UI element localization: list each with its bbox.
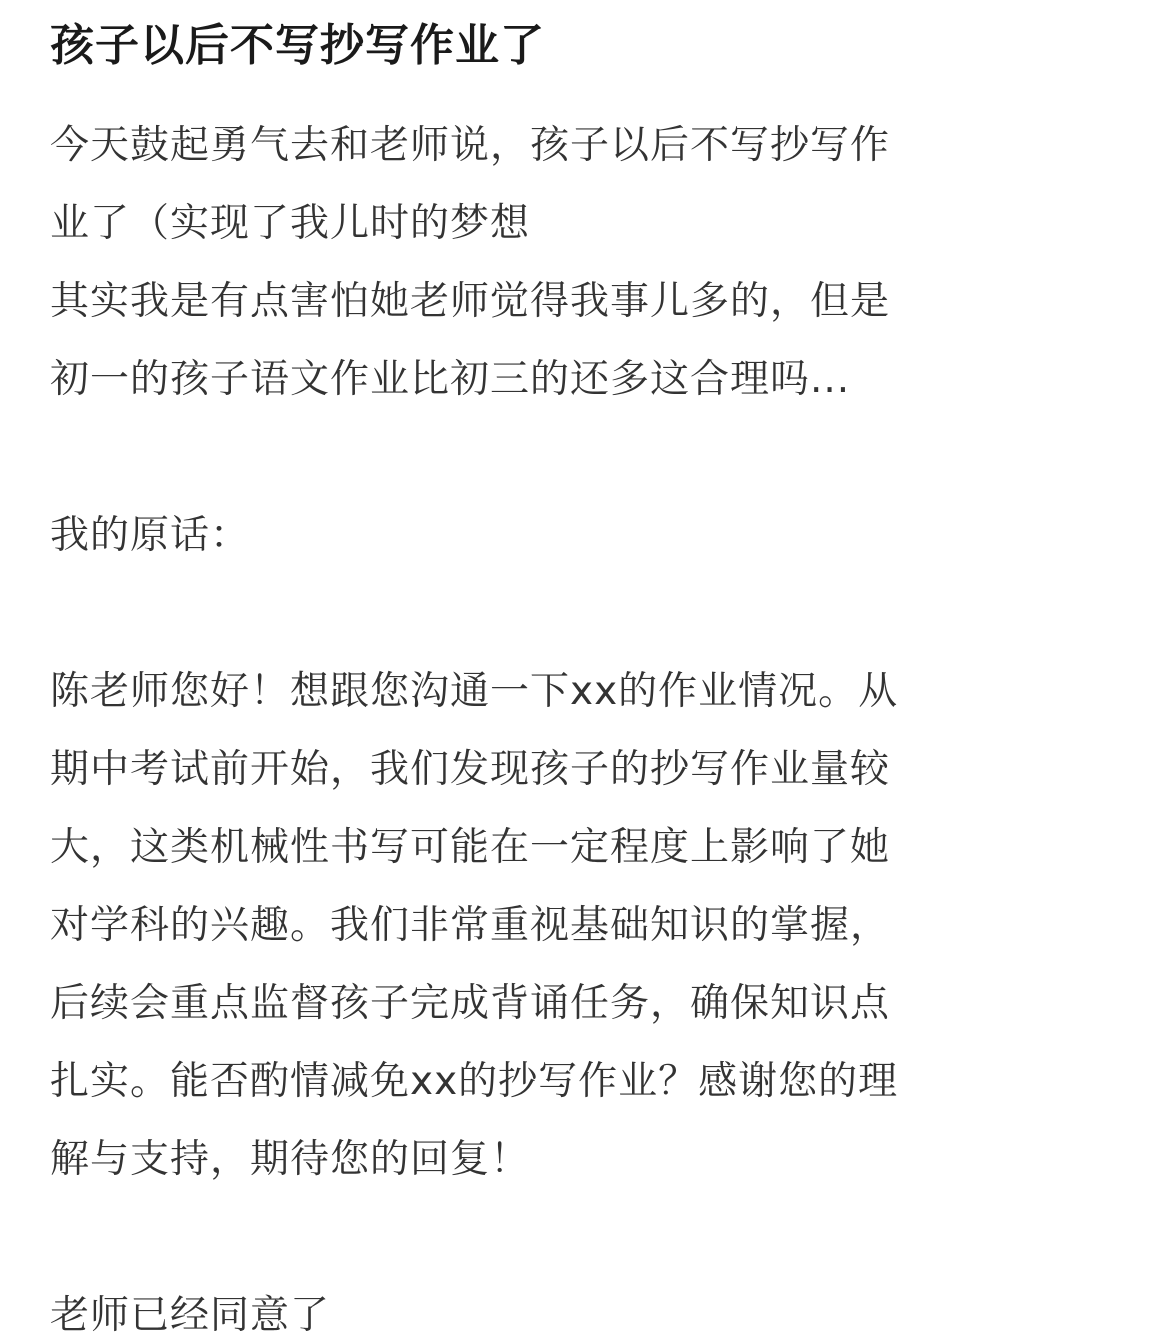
message-line: 扎实。能否酌情减免xx的抄写作业？感谢您的理 (50, 1059, 899, 1104)
message-line: 大，这类机械性书写可能在一定程度上影响了她 (50, 825, 891, 870)
message-line: 对学科的兴趣。我们非常重视基础知识的掌握， (50, 903, 891, 948)
intro-line: 业了（实现了我儿时的梦想 (50, 201, 531, 246)
message-line: 陈老师您好！想跟您沟通一下xx的作业情况。从 (50, 669, 899, 714)
post-title: 孩子以后不写抄写作业了 (50, 20, 545, 71)
message-paragraph (50, 653, 1130, 1199)
message-line: 后续会重点监督孩子完成背诵任务，确保知识点 (50, 981, 891, 1026)
message-line: 期中考试前开始，我们发现孩子的抄写作业量较 (50, 747, 891, 792)
post-body (50, 107, 1130, 1344)
post-container (50, 0, 1130, 1344)
intro-paragraph (50, 107, 1130, 419)
intro-line: 今天鼓起勇气去和老师说，孩子以后不写抄写作 (50, 123, 891, 168)
concern-line: 其实我是有点害怕她老师觉得我事儿多的，但是 (50, 279, 891, 324)
closing-line: 老师已经同意了 (50, 1293, 331, 1338)
section-label: 我的原话： (50, 513, 251, 558)
message-line: 解与支持，期待您的回复！ (50, 1137, 531, 1182)
concern-line: 初一的孩子语文作业比初三的还多这合理吗... (50, 357, 851, 402)
